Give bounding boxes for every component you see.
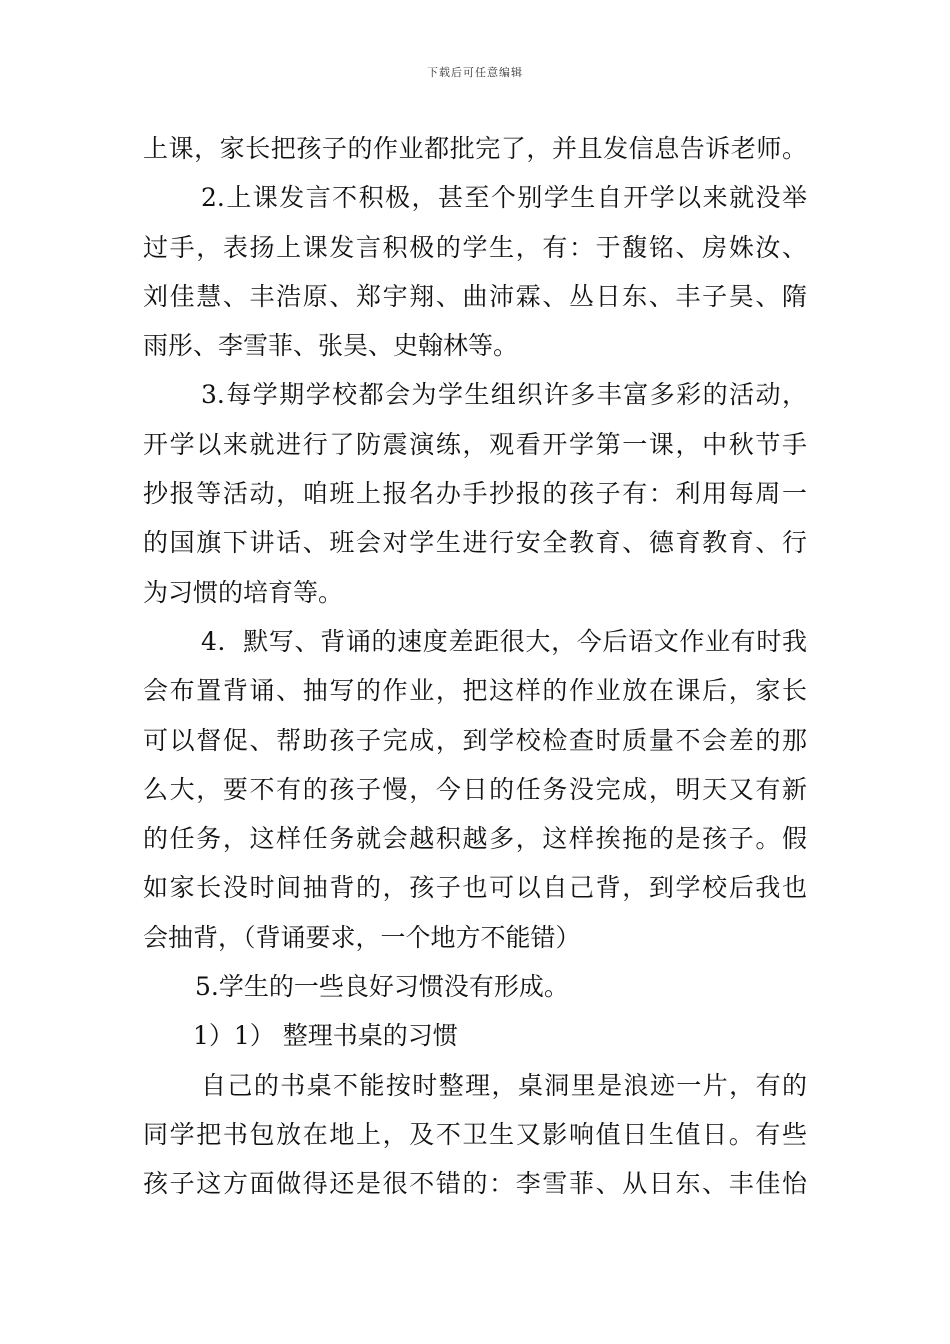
paragraph-line: 3.每学期学校都会为学生组织许多丰富多彩的活动，: [201, 380, 807, 410]
paragraph-line: 上课，家长把孩子的作业都批完了，并且发信息告诉老师。: [143, 134, 807, 163]
paragraph-line: 4．默写、背诵的速度差距很大，今后语文作业有时我: [201, 626, 807, 656]
paragraph-line: 自己的书桌不能按时整理，桌洞里是浪迹一片，有的: [201, 1070, 807, 1100]
paragraph-line: 开学以来就进行了防震演练，观看开学第一课，中秋节手: [143, 429, 807, 459]
paragraph-line: 过手，表扬上课发言积极的学生，有：于馥铭、房姝汝、: [143, 232, 807, 262]
paragraph-line: 5.学生的一些良好习惯没有形成。: [195, 972, 569, 1002]
paragraph-line: 为习惯的培育等。: [143, 577, 344, 607]
paragraph-line: 同学把书包放在地上，及不卫生又影响值日生值日。有些: [143, 1119, 807, 1149]
paragraph-line: 2.上课发言不积极，甚至个别学生自开学以来就没举: [201, 183, 807, 213]
paragraph-line: 刘佳慧、丰浩原、郑宇翔、曲沛霖、丛日东、丰子昊、隋: [143, 281, 807, 311]
paragraph-line: 么大，要不有的孩子慢，今日的任务没完成，明天又有新: [143, 774, 807, 804]
paragraph-line: 1）1） 整理书桌的习惯: [193, 1021, 458, 1051]
paragraph-line: 抄报等活动，咱班上报名办手抄报的孩子有：利用每周一: [143, 479, 807, 509]
body-text: [143, 124, 807, 1209]
paragraph-line: 会抽背，（背诵要求，一个地方不能错）: [143, 922, 581, 952]
paragraph-line: 如家长没时间抽背的，孩子也可以自己背，到学校后我也: [143, 873, 807, 903]
header-note: 下载后可任意编辑: [427, 66, 523, 79]
paragraph-line: 可以督促、帮助孩子完成，到学校检查时质量不会差的那: [143, 725, 807, 755]
paragraph-line: 雨彤、李雪菲、张昊、史翰林等。: [143, 331, 519, 361]
paragraph-line: 的国旗下讲话、班会对学生进行安全教育、德育教育、行: [143, 528, 807, 558]
paragraph-line: 的任务，这样任务就会越积越多，这样挨拖的是孩子。假: [143, 824, 807, 854]
paragraph-line: 会布置背诵、抽写的作业，把这样的作业放在课后，家长: [143, 676, 807, 706]
paragraph-line: 孩子这方面做得还是很不错的：李雪菲、从日东、丰佳怡: [143, 1169, 807, 1199]
